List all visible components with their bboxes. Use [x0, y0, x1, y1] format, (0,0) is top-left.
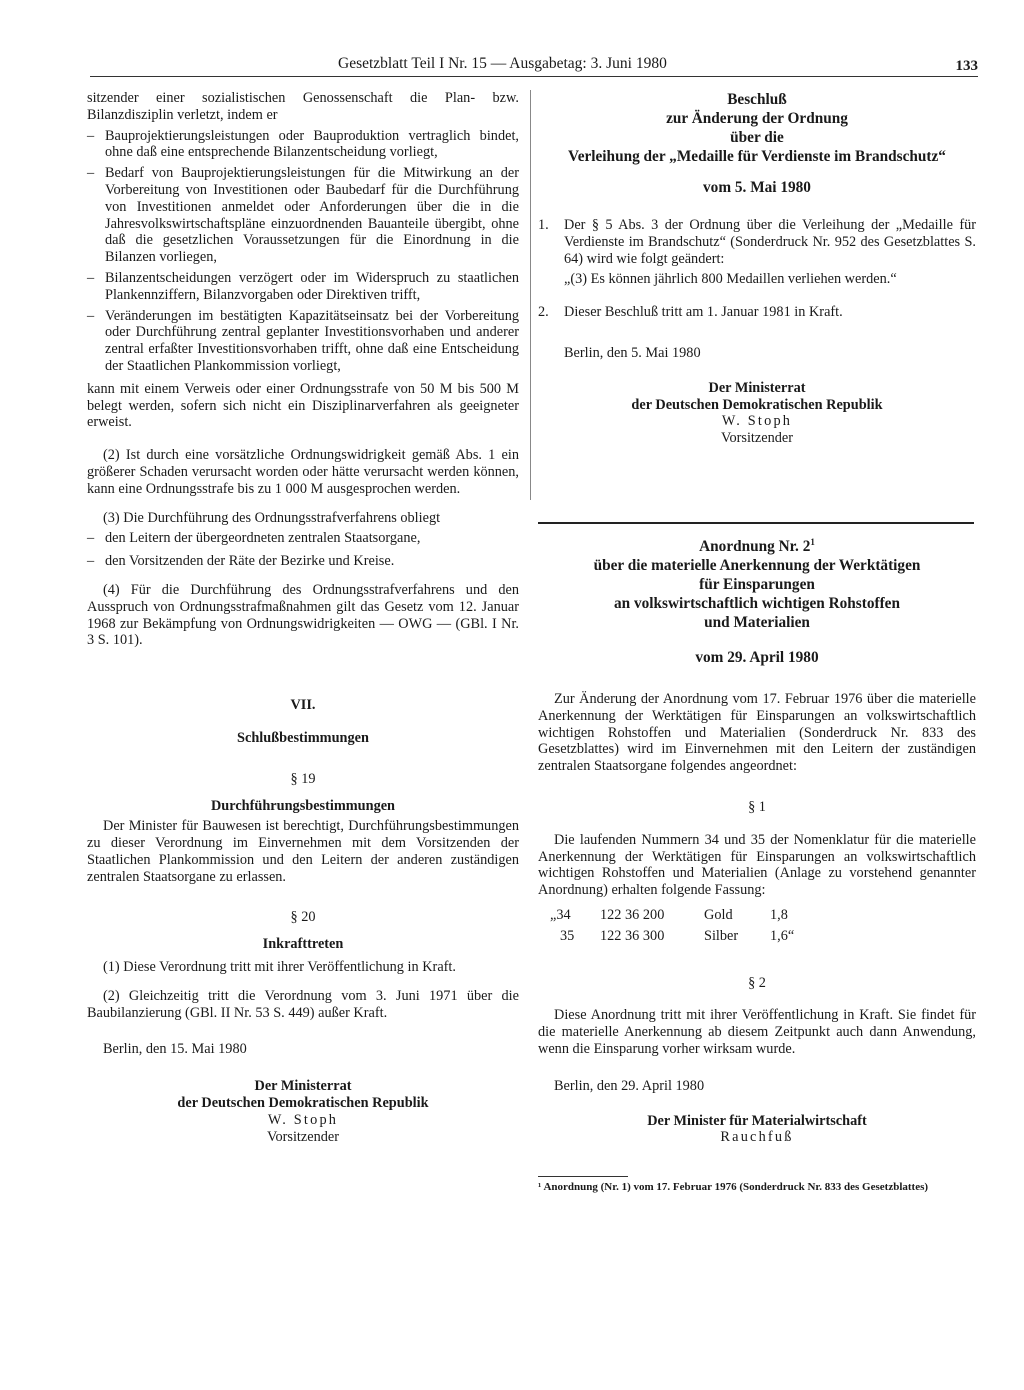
section-number: VII.: [290, 697, 316, 714]
conclusion-text: kann mit einem Verweis oder einer Ordnungsstrafe von 50 M bis 500 M belegt werden, sofern sich nicht ein Disziplinarverfahren als geeigneter erweist.: [87, 380, 519, 431]
section-19-title: Durchführungsbestimmungen: [210, 797, 396, 814]
beschluss-quote: „(3) Es können jährlich 800 Medaillen verliehen werden.“: [564, 271, 897, 288]
beschluss-item-2: 2. Dieser Beschluß tritt am 1. Januar 1981 in Kraft.: [538, 304, 843, 321]
section-20-number: § 20: [290, 909, 316, 926]
anordnung-title-line: über die materielle Anerkennung der Werktätigen: [593, 556, 921, 574]
signature-org-2: der Deutschen Demokratischen Republik: [177, 1095, 429, 1112]
anordnung-signature-org: Der Minister für Materialwirtschaft: [647, 1112, 867, 1129]
column-divider: [530, 90, 531, 500]
paragraph-2: (2) Ist durch eine vorsätzliche Ordnungswidrigkeit gemäß Abs. 1 ein größerer Schaden verursacht worden oder hätte verursacht werden können, kann eine Ordnungsstrafe bis zu 1 000 M ausgesprochen werden.: [87, 447, 519, 497]
beschluss-signature-org-2: der Deutschen Demokratischen Republik: [631, 396, 883, 413]
beschluss-date: vom 5. Mai 1980: [703, 179, 811, 196]
beschluss-signature-org-1: Der Ministerrat: [708, 379, 806, 396]
paragraph-4: (4) Für die Durchführung des Ordnungsstrafverfahrens und den Ausspruch von Ordnungsstrafmaßnahmen gilt das Gesetz vom 12. Januar 1968 zur Bekämpfung von Ordnungswidrigkeiten — OWG — (GBl. I Nr. 3 S. 101).: [87, 581, 519, 649]
footnote-marker: 1: [810, 536, 815, 547]
anordnung-intro: Zur Änderung der Anordnung vom 17. Februar 1976 über die materielle Anerkennung der Werktätigen für Einsparungen an volkswirtschaftlich wichtigen Rohstoffen und Materialien (Sonderdruck Nr. 833 des Gesetzblattes) wird im Einvernehmen mit den Leitern der zuständigen zentralen Staatsorgane folgendes angeordnet:: [538, 690, 976, 775]
list-item: – Veränderungen im bestätigten Kapazitätseinsatz bei der Vorbereitung oder Durchführung zentral geplanter Investitionsvorhaben und anderer zentral erfaßter Investitionsvorhaben trifft, ohne daß eine Entscheidung der Staatlichen Plankommission vorliegt,: [87, 307, 519, 374]
anordnung-title: Anordnung Nr. $2^1$: [699, 536, 815, 555]
paragraph-3: (3) Die Durchführung des Ordnungsstrafverfahrens obliegt: [103, 509, 441, 526]
section-20-para-1: (1) Diese Verordnung tritt mit ihrer Veröffentlichung in Kraft.: [103, 959, 456, 976]
header-title: Gesetzblatt Teil I Nr. 15 — Ausgabetag: 3. Juni 1980: [338, 55, 667, 72]
beschluss-signature-name: W. Stoph: [721, 413, 793, 430]
section-19-text: Der Minister für Bauwesen ist berechtigt, Durchführungsbestimmungen zu dieser Verordnung im Einvernehmen mit dem Vorsitzenden der Staatlichen Plankommission und den Leitern der anderen zuständigen zentralen Staatsorgane zu erlassen.: [87, 818, 519, 885]
list-item: – den Leitern der übergeordneten zentralen Staatsorgane,: [87, 530, 421, 547]
beschluss-item-1: 1. Der § 5 Abs. 3 der Ordnung über die Verleihung der „Medaille für Verdienste im Brandschutz“ (Sonderdruck Nr. 952 des Gesetzblattes S. 64) wird wie folgt geändert:: [538, 217, 976, 267]
beschluss-place-date: Berlin, den 5. Mai 1980: [564, 344, 701, 361]
anordnung-title-line: und Materialien: [704, 613, 810, 631]
signature-name: W. Stoph: [267, 1111, 339, 1128]
list-item: – den Vorsitzenden der Räte der Bezirke und Kreise.: [87, 553, 395, 570]
table-row: „34 122 36 200 Gold 1,8: [550, 906, 788, 923]
anordnung-section-2-number: § 2: [748, 974, 766, 991]
table-row: 35 122 36 300 Silber 1,6“: [560, 927, 795, 944]
nomenclature-table: [550, 905, 794, 947]
footnote: ¹ Anordnung (Nr. 1) vom 17. Februar 1976 (Sonderdruck Nr. 833 des Gesetzblattes): [538, 1181, 929, 1194]
signature-org-1: Der Ministerrat: [254, 1078, 352, 1095]
anordnung-section-1-text: Die laufenden Nummern 34 und 35 der Nomenklatur für die materielle Anerkennung der Werktätigen für Einsparungen an volkswirtschaftlich wichtigen Rohstoffen und Materialien (Anlage zu vorstehend genannter Anordnung) erhalten folgende Fassung:: [538, 831, 976, 899]
left-column: [87, 90, 519, 1145]
footnote-rule: [538, 1176, 628, 1177]
place-date: Berlin, den 15. Mai 1980: [103, 1041, 247, 1058]
anordnung-title-line: für Einsparungen: [699, 575, 815, 593]
anordnung-place-date: Berlin, den 29. April 1980: [554, 1077, 705, 1094]
anordnung-signature-name: Rauchfuß: [720, 1129, 794, 1146]
intro-text: sitzender einer sozialistischen Genossenschaft die Plan- bzw. Bilanzdisziplin verletzt, indem er: [87, 90, 519, 123]
section-20-title: Inkrafttreten: [262, 936, 344, 953]
section-title: Schlußbestimmungen: [237, 729, 369, 746]
list-item: – Bauprojektierungsleistungen oder Bauproduktion vertraglich bindet, ohne daß eine entsprechende Bilanzentscheidung vorliegt,: [87, 127, 519, 161]
signature-title: Vorsitzender: [267, 1128, 339, 1145]
page-number: 133: [955, 58, 978, 74]
header-rule: [90, 76, 978, 77]
anordnung-section-1-number: § 1: [748, 798, 766, 815]
section-19-number: § 19: [290, 770, 316, 787]
right-column: [538, 90, 976, 1194]
list-item: – Bilanzentscheidungen verzögert oder im Widerspruch zu staatlichen Plankennziffern, Bilanzvorgaben oder Direktiven trifft,: [87, 269, 519, 303]
anordnung-title-line: an volkswirtschaftlich wichtigen Rohstoffen: [614, 594, 900, 612]
section-20-para-2: (2) Gleichzeitig tritt die Verordnung vom 3. Juni 1971 über die Baubilanzierung (GBl. II Nr. 53 S. 449) außer Kraft.: [87, 987, 519, 1021]
anordnung-date: vom 29. April 1980: [695, 648, 819, 666]
anordnung-section-2-text: Diese Anordnung tritt mit ihrer Veröffentlichung in Kraft. Sie findet für die materielle Anerkennung ab diesem Zeitpunkt auch dann Anwendung, wenn die Einsparung vorher wirksam wurde.: [538, 1007, 976, 1057]
beschluss-signature-title: Vorsitzender: [721, 430, 793, 447]
beschluss-title: Beschluß zur Änderung der Ordnung über die Verleihung der „Medaille für Verdienste im Brandschutz“: [568, 91, 946, 165]
list-item: – Bedarf von Bauprojektierungsleistungen für die Mitwirkung an der Vorbereitung von Investitionen oder Baubedarf für die Durchführung von Investitionen anmeldet oder Anforderungen über die in die Jahresvolkswirtschaftspläne einzuordnenden Bauanteile übergibt, ohne daß die gesetzlichen Voraussetzungen für die Einordnung in die Bilanzen vorliegen,: [87, 165, 519, 266]
